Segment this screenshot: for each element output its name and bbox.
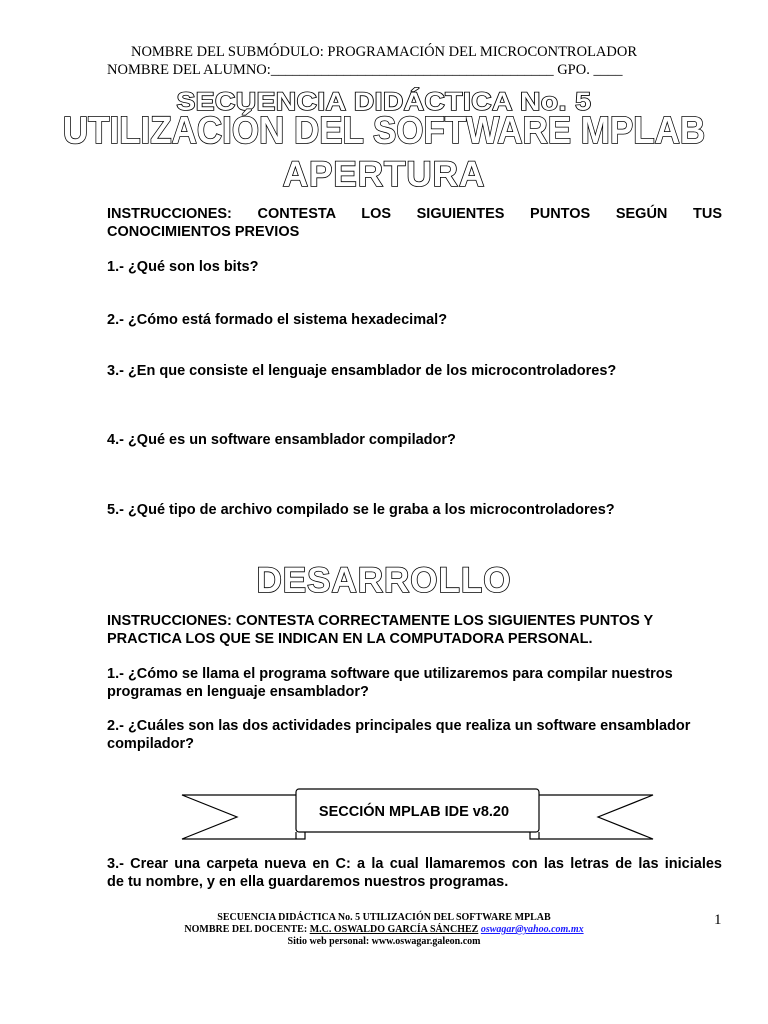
footer-title: SECUENCIA DIDÁCTICA No. 5 UTILIZACIÓN DEL SOFTWARE MPLAB (217, 912, 551, 923)
desarrollo-question-1-line2: programas en lenguaje ensamblador? (107, 684, 369, 700)
desarrollo-instructions-line1: INSTRUCCIONES: CONTESTA CORRECTAMENTE LOS SIGUIENTES PUNTOS Y (107, 613, 654, 629)
desarrollo-question-2-line2: compilador? (107, 736, 195, 752)
desarrollo-heading: DESARROLLO (256, 561, 512, 600)
sequence-title: SECUENCIA DIDÁCTICA No. 5 (176, 88, 592, 116)
footer-teacher-line (0, 924, 768, 936)
desarrollo-question-1-line1: 1.- ¿Cómo se llama el programa software que utilizaremos para compilar nuestros (107, 666, 673, 682)
footer-teacher-label: NOMBRE DEL DOCENTE: (184, 924, 310, 935)
apertura-heading: APERTURA (282, 155, 486, 194)
apertura-question-5: 5.- ¿Qué tipo de archivo compilado se le graba a los microcontroladores? (107, 502, 615, 518)
desarrollo-question-2-line1: 2.- ¿Cuáles son las dos actividades principales que realiza un software ensamblador (107, 718, 691, 734)
ribbon-right-tail (530, 795, 653, 839)
apertura-question-1: 1.- ¿Qué son los bits? (107, 259, 259, 275)
footer-email-link[interactable]: oswagar@yahoo.com.mx (480, 924, 584, 935)
ribbon-left-tail (182, 795, 305, 839)
page-number: 1 (714, 912, 722, 928)
submodule-name: NOMBRE DEL SUBMÓDULO: PROGRAMACIÓN DEL MICROCONTROLADOR (130, 44, 638, 60)
student-name-line (107, 62, 667, 79)
apertura-question-4: 4.- ¿Qué es un software ensamblador compilador? (107, 432, 456, 448)
desarrollo-question-3-line2: de tu nombre, y en ella guardaremos nuestros programas. (107, 874, 509, 890)
apertura-question-3: 3.- ¿En que consiste el lenguaje ensamblador de los microcontroladores? (107, 363, 617, 379)
student-name-blank: _______________________________________ (270, 62, 554, 78)
footer-teacher-name: M.C. OSWALDO GARCÍA SÁNCHEZ (309, 924, 479, 935)
apertura-instructions-line2: CONOCIMIENTOS PREVIOS (107, 224, 300, 240)
section-banner-label: SECCIÓN MPLAB IDE v8.20 (318, 804, 510, 820)
apertura-instructions-line1: INSTRUCCIONES: CONTESTA LOS SIGUIENTES PUNTOS SEGÚN TUS (107, 206, 722, 222)
main-title: UTILIZACIÓN DEL SOFTWARE MPLAB (62, 110, 706, 152)
footer-website: Sitio web personal: www.oswagar.galeon.com (287, 936, 481, 947)
apertura-question-2: 2.- ¿Cómo está formado el sistema hexadecimal? (107, 312, 448, 328)
desarrollo-question-3-line1: 3.- Crear una carpeta nueva en C: a la cual llamaremos con las letras de las iniciales (107, 856, 722, 872)
student-name-label: NOMBRE DEL ALUMNO: (107, 62, 271, 78)
group-label: GPO. ____ (553, 62, 623, 78)
desarrollo-instructions-line2: PRACTICA LOS QUE SE INDICAN EN LA COMPUTADORA PERSONAL. (107, 631, 593, 647)
